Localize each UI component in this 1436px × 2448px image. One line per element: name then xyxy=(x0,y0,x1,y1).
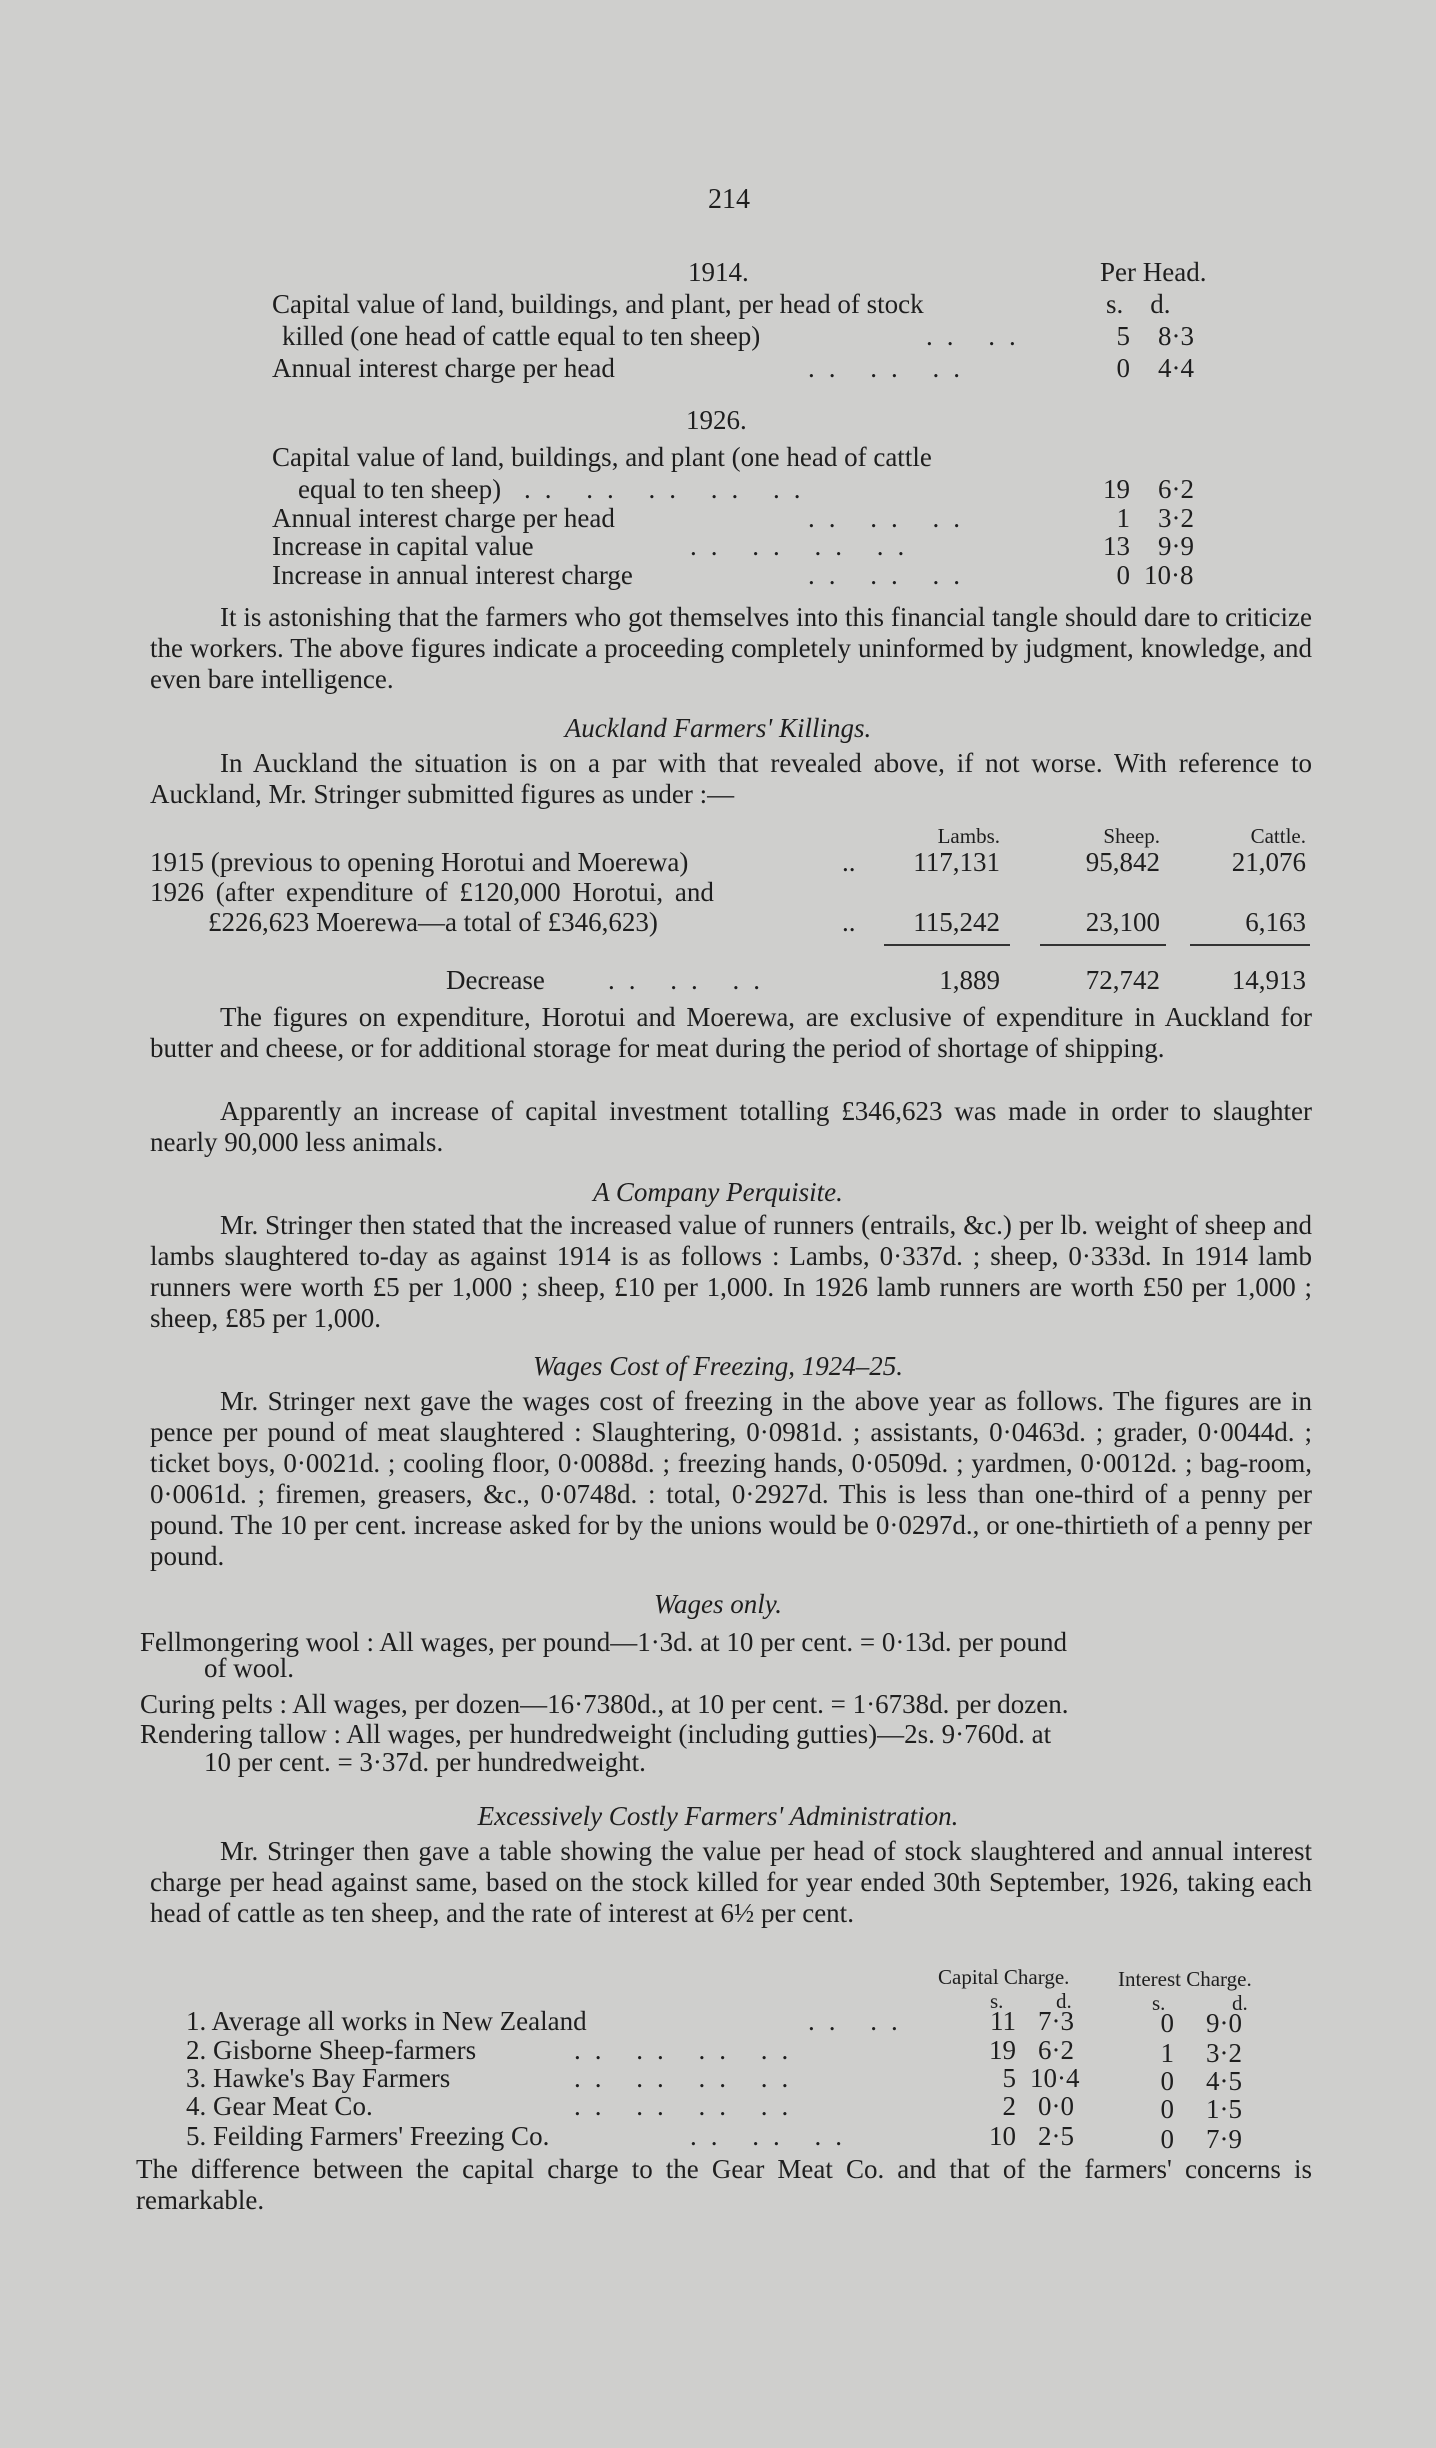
wages-fellmongering-cont: of wool. xyxy=(204,1653,294,1683)
subheader-s: s. xyxy=(1152,1991,1166,2015)
interest-s: 0 xyxy=(1160,2066,1174,2096)
cell-cattle: 21,076 xyxy=(1231,847,1306,877)
wages-rendering-tallow: Rendering tallow : All wages, per hundredweight (including gutties)—2s. 9·760d. at xyxy=(140,1719,1052,1749)
line-1926-interest: Annual interest charge per head xyxy=(272,503,615,533)
leader-dots: .. xyxy=(842,847,856,877)
leader-dots: .. .. .. .. xyxy=(574,2091,803,2121)
heading-wages-cost: Wages Cost of Freezing, 1924–25. xyxy=(533,1351,903,1381)
subheader-d: d. xyxy=(1232,1991,1248,2015)
subheader-d: d. xyxy=(1056,1989,1072,2013)
table-rule xyxy=(884,944,1010,946)
paragraph-auckland: In Auckland the situation is on a par with that revealed above, if not worse. With reference to Auckland, Mr. Stringer submitted figures as under :— xyxy=(150,748,1312,809)
paragraph-excessive: Mr. Stringer then gave a table showing the value per head of stock slaughtered and annual interest charge per head against same, based on the stock killed for year ended 30th September, 1926, taking each head of cattle as ten sheep, and the rate of interest at 6½ per cent. xyxy=(150,1836,1312,1928)
year-1914-heading: 1914. xyxy=(688,257,749,287)
value-s: 1 xyxy=(1116,503,1130,533)
interest-s: 0 xyxy=(1160,2094,1174,2124)
capital-s: 19 xyxy=(989,2035,1016,2065)
capital-s: 11 xyxy=(990,2006,1016,2036)
line-1926-capital-cont: equal to ten sheep) xyxy=(298,474,502,504)
charge-row-label: 2. Gisborne Sheep-farmers xyxy=(186,2035,477,2065)
line-1926-capital: Capital value of land, buildings, and plant (one head of cattle xyxy=(272,442,932,472)
leader-dots: .. .. xyxy=(926,321,1030,351)
leader-dots: .. .. .. xyxy=(808,560,974,590)
killings-row-1915-label: 1915 (previous to opening Horotui and Moerewa) xyxy=(150,847,689,877)
paragraph-wages: Mr. Stringer next gave the wages cost of freezing in the above year as follows. The figures are in pence per pound of meat slaughtered : Slaughtering, 0·0981d. ; assistants, 0·0463d. ; grader, 0·0044d. ; ticket boys, 0·0021d. ; cooling floor, 0·0088d. ; freezing hands, 0·0509d. ; yardmen, 0·0012d. ; bag-room, 0·0061d. ; firemen, greasers, &c., 0·0748d. : total, 0·2927d. This is less than one-third of a penny per pound. The 10 per cent. increase asked for by the unions would be 0·0297d., or one-thirtieth of a penny per pound. xyxy=(150,1386,1312,1571)
sd-header: s. d. xyxy=(1106,289,1171,319)
interest-d: 1·5 xyxy=(1206,2094,1242,2124)
wages-fellmongering: Fellmongering wool : All wages, per pound—1·3d. at 10 per cent. = 0·13d. per pound xyxy=(140,1627,1068,1657)
line-1914-capital-cont: killed (one head of cattle equal to ten sheep) xyxy=(282,321,761,351)
line-1926-increase-capital: Increase in capital value xyxy=(272,531,534,561)
column-cattle: Cattle. xyxy=(1250,824,1306,848)
killings-row-1926-label: 1926 (after expenditure of £120,000 Horotui, and xyxy=(150,877,714,907)
capital-s: 2 xyxy=(1002,2091,1016,2121)
leader-dots: .. .. .. .. xyxy=(574,2035,803,2065)
value-d: 3·2 xyxy=(1158,503,1194,533)
table-rule xyxy=(1190,944,1310,946)
column-interest-charge: Interest Charge. xyxy=(1118,1967,1252,1991)
wages-curing-pelts: Curing pelts : All wages, per dozen—16·7380d., at 10 per cent. = 1·6738d. per dozen. xyxy=(140,1689,1069,1719)
value-s: 5 xyxy=(1116,321,1130,351)
leader-dots: .. .. .. xyxy=(808,503,974,533)
interest-d: 9·0 xyxy=(1206,2008,1242,2038)
charge-row-label: 1. Average all works in New Zealand xyxy=(186,2006,587,2036)
leader-dots: .. .. .. xyxy=(690,2121,856,2151)
cell-lambs: 1,889 xyxy=(939,965,1000,995)
value-s: 0 xyxy=(1116,560,1130,590)
interest-s: 1 xyxy=(1160,2038,1174,2068)
paragraph-difference: The difference between the capital charge to the Gear Meat Co. and that of the farmers' concerns is remarkable. xyxy=(136,2154,1312,2215)
value-d: 10·8 xyxy=(1144,560,1194,590)
capital-d: 2·5 xyxy=(1038,2121,1074,2151)
heading-excessive-administration: Excessively Costly Farmers' Administration. xyxy=(477,1801,959,1831)
column-lambs: Lambs. xyxy=(937,824,1000,848)
interest-d: 3·2 xyxy=(1206,2038,1242,2068)
charge-row-label: 4. Gear Meat Co. xyxy=(186,2091,373,2121)
cell-sheep: 72,742 xyxy=(1085,965,1160,995)
table-rule xyxy=(1040,944,1166,946)
per-head-heading: Per Head. xyxy=(1100,257,1207,287)
value-s: 0 xyxy=(1116,353,1130,383)
value-s: 19 xyxy=(1103,474,1130,504)
leader-dots: .. .. .. .. xyxy=(690,531,919,561)
heading-auckland-killings: Auckland Farmers' Killings. xyxy=(564,713,872,743)
leader-dots: .. .. .. .. xyxy=(574,2063,803,2093)
capital-d: 0·0 xyxy=(1038,2091,1074,2121)
killings-row-1926-label-cont: £226,623 Moerewa—a total of £346,623) xyxy=(208,907,658,937)
charge-row-label: 3. Hawke's Bay Farmers xyxy=(186,2063,451,2093)
cell-sheep: 23,100 xyxy=(1085,907,1160,937)
interest-d: 4·5 xyxy=(1206,2066,1242,2096)
killings-decrease-label: Decrease xyxy=(446,965,545,995)
leader-dots: .. .. xyxy=(808,2006,912,2036)
wages-rendering-tallow-cont: 10 per cent. = 3·37d. per hundredweight. xyxy=(204,1747,646,1777)
column-sheep: Sheep. xyxy=(1103,824,1160,848)
value-d: 8·3 xyxy=(1158,321,1194,351)
page-number: 214 xyxy=(708,184,750,215)
heading-company-perquisite: A Company Perquisite. xyxy=(593,1177,843,1207)
subheader-s: s. xyxy=(990,1989,1004,2013)
capital-d: 7·3 xyxy=(1038,2006,1074,2036)
interest-s: 0 xyxy=(1160,2008,1174,2038)
capital-d: 10·4 xyxy=(1030,2063,1080,2093)
capital-s: 10 xyxy=(989,2121,1016,2151)
cell-lambs: 117,131 xyxy=(913,847,1000,877)
paragraph-runners: Mr. Stringer then stated that the increased value of runners (entrails, &c.) per lb. weight of sheep and lambs slaughtered to-day as against 1914 is as follows : Lambs, 0·337d. ; sheep, 0·333d. In 1914 lamb runners were worth £5 per 1,000 ; sheep, £10 per 1,000. In 1926 lamb runners are worth £50 per 1,000 ; sheep, £85 per 1,000. xyxy=(150,1210,1312,1333)
value-d: 9·9 xyxy=(1158,531,1194,561)
paragraph-expenditure: The figures on expenditure, Horotui and Moerewa, are exclusive of expenditure in Auckland for butter and cheese, or for additional storage for meat during the period of shortage of shipping. xyxy=(150,1002,1312,1063)
cell-cattle: 6,163 xyxy=(1245,907,1306,937)
charge-row-label: 5. Feilding Farmers' Freezing Co. xyxy=(186,2121,550,2151)
leader-dots: .. .. .. .. .. xyxy=(524,474,815,504)
paragraph-apparently: Apparently an increase of capital investment totalling £346,623 was made in order to slaughter nearly 90,000 less animals. xyxy=(150,1096,1312,1157)
value-s: 13 xyxy=(1103,531,1130,561)
capital-s: 5 xyxy=(1002,2063,1016,2093)
heading-wages-only: Wages only. xyxy=(654,1589,782,1619)
cell-sheep: 95,842 xyxy=(1085,847,1160,877)
value-d: 6·2 xyxy=(1158,474,1194,504)
value-d: 4·4 xyxy=(1158,353,1194,383)
line-1926-increase-interest: Increase in annual interest charge xyxy=(272,560,633,590)
line-1914-interest: Annual interest charge per head xyxy=(272,353,615,383)
interest-s: 0 xyxy=(1160,2124,1174,2154)
interest-d: 7·9 xyxy=(1206,2124,1242,2154)
column-capital-charge: Capital Charge. xyxy=(938,1965,1070,1989)
paragraph-astonishing: It is astonishing that the farmers who got themselves into this financial tangle should dare to criticize the workers. The above figures indicate a proceeding completely uninformed by judgment, knowledge, and even bare intelligence. xyxy=(150,602,1312,694)
line-1914-capital: Capital value of land, buildings, and plant, per head of stock xyxy=(272,289,924,319)
leader-dots: .. .. .. xyxy=(608,965,774,995)
cell-cattle: 14,913 xyxy=(1231,965,1306,995)
leader-dots: .. xyxy=(842,907,856,937)
capital-d: 6·2 xyxy=(1038,2035,1074,2065)
year-1926-heading: 1926. xyxy=(686,405,747,435)
leader-dots: .. .. .. xyxy=(808,353,974,383)
cell-lambs: 115,242 xyxy=(913,907,1000,937)
